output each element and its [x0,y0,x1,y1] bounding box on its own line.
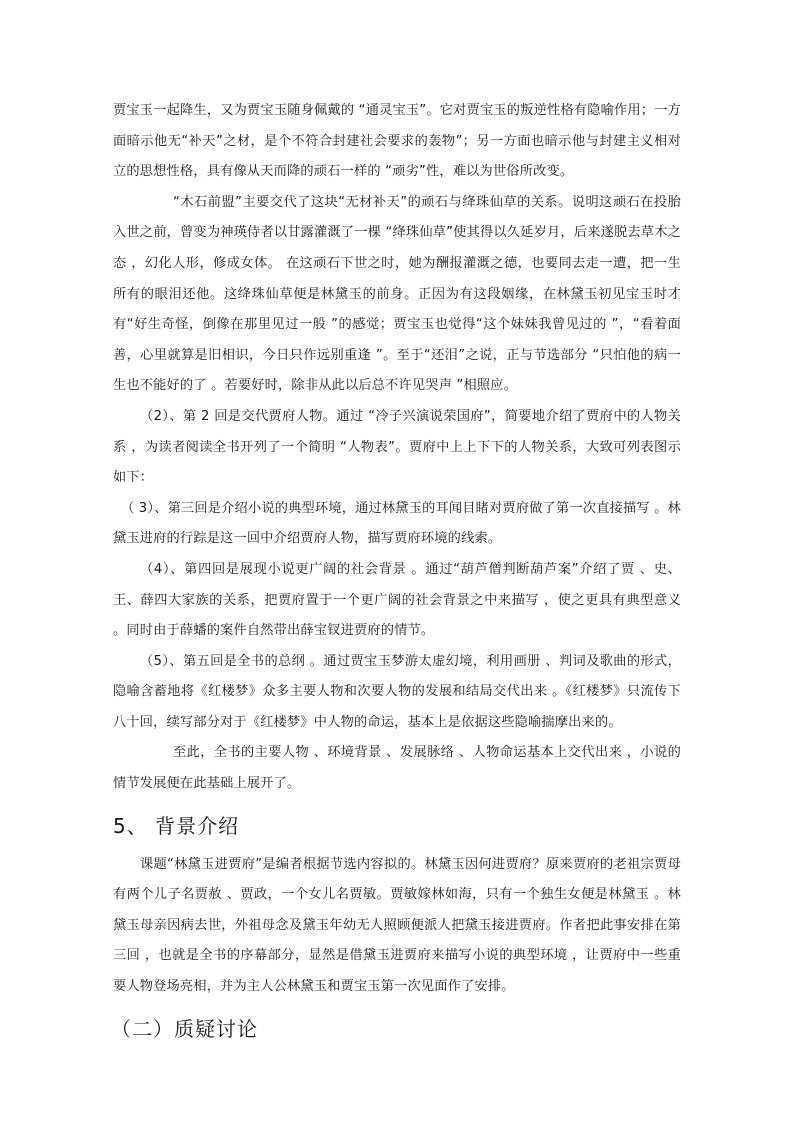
heading-background: 5、 背景介绍 [113,813,240,838]
paragraph-chapter-4: （4）、第四回是展现小说更广阔的社会背景 。通过“葫芦僧判断葫芦案”介绍了贾 、史、王、薛四大家族的关系，把贾府置于一个更广阔的社会背景之中来描写 ，使之更具有典型意义 。同时由于薛蟠的案件自然带出薛宝钗进贾府的情节。 [113,561,681,639]
paragraph-chapter-2: （2）、第 2 回是交代贾府人物。通过 “冷子兴演说荣国府”，简要地介绍了贾府中的人物关系 ，为读者阅读全书开列了一个简明 “人物表”。贾府中上上下下的人物关系，大致可列表图示如下： [113,408,681,486]
paragraph-tongling-jade: 贾宝玉一起降生，又为贾宝玉随身佩戴的 “通灵宝玉”。它对贾宝玉的叛逆性格有隐喻作用；一方面暗示他无“补天”之材，是个不符合封建社会要求的轰物”；另一方面也暗示他与封建主义相对立的思想性格，具有像从天而降的顽石一样的 “顽劣”性，难以为世俗所改变。 [113,103,681,180]
paragraph-chapter-5: （5）、第五回是全书的总纲 。通过贾宝玉梦游太虚幻境，利用画册 、判词及歌曲的形式，隐喻含蓄地将《红楼梦》众多主要人物和次要人物的发展和结局交代出来 。《红楼梦》只流传下八十回，续写部分对于《红楼梦》中人物的命运，基本上是依据这些隐喻揣摩出来的。 [113,653,681,730]
heading-discussion: （二）质疑讨论 [111,1016,258,1041]
paragraph-background: 课题“林黛玉进贾府”是编者根据节选内容拟的。林黛玉因何进贾府？原来贾府的老祖宗贾母有两个儿子名贾赦 、贾政，一个女儿名贾敏。贾敏嫁林如海，只有一个独生女便是林黛玉 。林黛玉母亲因病去世，外祖母念及黛玉年幼无人照顾便派人把黛玉接进贾府。作者把此事安排在第三回 ，也就是全书的序幕部分，显然是借黛玉进贾府来描写小说的典型环境 ，让贾府中一些重要人物登场亮相，并为主人公林黛玉和贾宝玉第一次见面作了安排。 [113,856,681,995]
paragraph-mushi-qianmeng: “木石前盟”主要交代了这块“无材补天”的顽石与绛珠仙草的关系。说明这顽石在投胎入世之前，曾变为神瑛侍者以甘露灌溉了一棵 “绛珠仙草”使其得以久延岁月，后来遂脱去草木之态 ，幻化人形，修成女体。 在这顽石下世之时，她为酬报灌溉之德，也要同去走一遭，把一生所有的眼泪还他。这绛珠仙草便是林黛玉的前身。正因为有这段姻缘，在林黛玉初见宝玉时才有“好生奇怪，倒像在那里见过一般 ”的感觉；贾宝玉也觉得“这个妹妹我曾见过的 ”，“看着面善，心里就算是旧相识，今日只作远别重逢 ”。至于“还泪”之说，正与节选部分 “只怕他的病一生也不能好的了 。若要好时，除非从此以后总不许见哭声 ”相照应。 [113,194,681,394]
document-body [113,96,681,1043]
paragraph-summary: 至此，全书的主要人物 、环境背景 、发展脉络 、人物命运基本上交代出来 ，小说的情节发展便在此基础上展开了。 [113,745,681,792]
paragraph-chapter-3: （ 3）、第三回是介绍小说的典型环境，通过林黛玉的耳闻目睹对贾府做了第一次直接描写 。林黛玉进府的行踪是这一回中介绍贾府人物，描写贾府环境的线索。 [113,500,681,547]
